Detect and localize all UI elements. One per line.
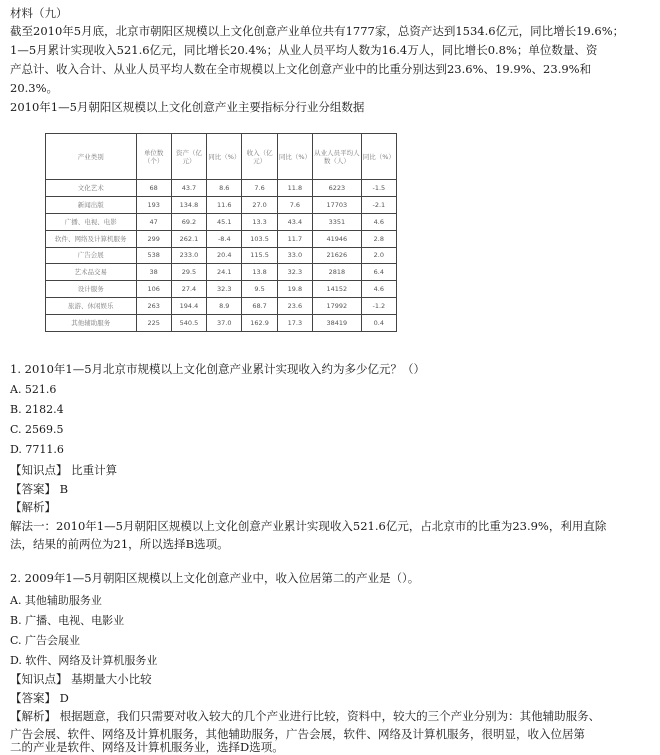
question-1-analysis-label: 【解析】	[10, 500, 56, 514]
table-cell: 艺术品交易	[46, 264, 137, 281]
table-cell: 新闻出版	[46, 196, 137, 213]
table-row	[46, 213, 397, 230]
table-cell: 38	[136, 264, 171, 281]
table-header-row	[46, 134, 397, 180]
table-cell: 68	[136, 180, 171, 197]
table-cell: 3351	[313, 213, 362, 230]
column-header: 单位数（个）	[136, 134, 171, 180]
column-header: 同比（%）	[277, 134, 312, 180]
table-cell: 17.3	[277, 315, 312, 332]
question-2-analysis-line: 二的产业是软件、网络及计算机服务业，选择D选项。	[10, 740, 284, 754]
table-row	[46, 281, 397, 298]
table-cell: 17992	[313, 298, 362, 315]
question-2-knowledge-point: 【知识点】 基期量大小比较	[10, 672, 152, 686]
table-cell: 262.1	[171, 230, 206, 247]
table-cell: -1.2	[361, 298, 396, 315]
question-1-analysis-line: 法，结果的前两位为21，所以选择B选项。	[10, 537, 229, 551]
question-2-stem: 2. 2009年1—5月朝阳区规模以上文化创意产业中，收入位居第二的产业是（）。	[10, 571, 420, 585]
table-cell: 32.3	[207, 281, 242, 298]
table-cell: 193	[136, 196, 171, 213]
table-cell: 103.5	[242, 230, 277, 247]
table-cell: 6.4	[361, 264, 396, 281]
table-row	[46, 298, 397, 315]
question-1-option-c[interactable]: C. 2569.5	[10, 423, 64, 436]
question-1-option-d[interactable]: D. 7711.6	[10, 443, 64, 456]
table-cell: 37.0	[207, 315, 242, 332]
data-table-image	[45, 133, 397, 332]
table-cell: 263	[136, 298, 171, 315]
table-row	[46, 196, 397, 213]
table-cell: 广告会展	[46, 247, 137, 264]
table-cell: 9.5	[242, 281, 277, 298]
question-1-option-b[interactable]: B. 2182.4	[10, 403, 64, 416]
table-cell: 19.8	[277, 281, 312, 298]
column-header: 收入（亿元）	[242, 134, 277, 180]
table-row	[46, 315, 397, 332]
table-cell: 194.4	[171, 298, 206, 315]
table-cell: -2.1	[361, 196, 396, 213]
table-cell: 538	[136, 247, 171, 264]
table-cell: 32.3	[277, 264, 312, 281]
table-cell: 33.0	[277, 247, 312, 264]
table-cell: -1.5	[361, 180, 396, 197]
material-paragraph-line: 截至2010年5月底，北京市朝阳区规模以上文化创意产业单位共有1777家，总资产达到1534.6亿元，同比增长19.6%；	[10, 24, 625, 38]
question-2-analysis-line: 广告会展、软件、网络及计算机服务，其他辅助服务，广告会展，软件、网络及计算机服务，很明显，收入位居第	[10, 727, 585, 741]
table-cell: 旅游、休闲娱乐	[46, 298, 137, 315]
table-cell: 41946	[313, 230, 362, 247]
table-cell: 24.1	[207, 264, 242, 281]
question-1-option-a[interactable]: A. 521.6	[10, 383, 57, 396]
table-row	[46, 230, 397, 247]
table-cell: 540.5	[171, 315, 206, 332]
table-cell: 106	[136, 281, 171, 298]
table-cell: 23.6	[277, 298, 312, 315]
question-2-option-d[interactable]: D. 软件、网络及计算机服务业	[10, 654, 158, 667]
column-header: 资产（亿元）	[171, 134, 206, 180]
table-cell: 134.8	[171, 196, 206, 213]
table-cell: 29.5	[171, 264, 206, 281]
table-cell: 软件、网络及计算机服务	[46, 230, 137, 247]
table-cell: 27.4	[171, 281, 206, 298]
material-paragraph-line: 1—5月累计实现收入521.6亿元，同比增长20.4%；从业人员平均人数为16.4万人，同比增长0.8%；单位数量、资	[10, 43, 598, 57]
table-cell: 38419	[313, 315, 362, 332]
table-cell: 233.0	[171, 247, 206, 264]
question-2-analysis-line: 【解析】 根据题意，我们只需要对收入较大的几个产业进行比较，资料中，较大的三个产业分别为：其他辅助服务、	[10, 709, 601, 723]
question-2-option-b[interactable]: B. 广播、电视、电影业	[10, 614, 125, 627]
table-cell: 11.8	[277, 180, 312, 197]
table-cell: 广播、电视、电影	[46, 213, 137, 230]
table-cell: 0.4	[361, 315, 396, 332]
table-cell: -8.4	[207, 230, 242, 247]
material-heading: 材料（九）	[10, 6, 68, 20]
question-2-option-a[interactable]: A. 其他辅助服务业	[10, 594, 102, 607]
question-1-stem: 1. 2010年1—5月北京市规模以上文化创意产业累计实现收入约为多少亿元？（）	[10, 362, 426, 376]
table-title: 2010年1—5月朝阳区规模以上文化创意产业主要指标分行业分组数据	[10, 100, 365, 114]
table-row	[46, 180, 397, 197]
table-cell: 43.4	[277, 213, 312, 230]
table-cell: 69.2	[171, 213, 206, 230]
table-cell: 13.3	[242, 213, 277, 230]
table-cell: 162.9	[242, 315, 277, 332]
table-cell: 6223	[313, 180, 362, 197]
table-cell: 47	[136, 213, 171, 230]
table-cell: 2.0	[361, 247, 396, 264]
table-cell: 11.7	[277, 230, 312, 247]
column-header: 产业类别	[46, 134, 137, 180]
table-cell: 8.6	[207, 180, 242, 197]
table-cell: 4.6	[361, 281, 396, 298]
table-cell: 20.4	[207, 247, 242, 264]
table-row	[46, 247, 397, 264]
table-cell: 27.0	[242, 196, 277, 213]
table-cell: 4.6	[361, 213, 396, 230]
table-cell: 7.6	[277, 196, 312, 213]
table-cell: 17703	[313, 196, 362, 213]
table-cell: 115.5	[242, 247, 277, 264]
table-cell: 其他辅助服务	[46, 315, 137, 332]
table-cell: 225	[136, 315, 171, 332]
question-2-answer: 【答案】 D	[10, 691, 69, 705]
question-1-answer: 【答案】 B	[10, 482, 69, 496]
question-2-option-c[interactable]: C. 广告会展业	[10, 634, 81, 647]
table-cell: 设计服务	[46, 281, 137, 298]
table-cell: 21626	[313, 247, 362, 264]
table-cell: 68.7	[242, 298, 277, 315]
column-header: 同比（%）	[207, 134, 242, 180]
table-cell: 299	[136, 230, 171, 247]
question-1-analysis-line: 解法一：2010年1—5月朝阳区规模以上文化创意产业累计实现收入521.6亿元，占北京市的比重为23.9%，利用直除	[10, 519, 607, 533]
table-cell: 7.6	[242, 180, 277, 197]
data-table	[45, 133, 397, 332]
table-row	[46, 264, 397, 281]
material-paragraph-line: 产总计、收入合计、从业人员平均人数在全市规模以上文化创意产业中的比重分别达到23.6%、19.9%、23.9%和	[10, 62, 592, 76]
column-header: 同比（%）	[361, 134, 396, 180]
material-paragraph-line: 20.3%。	[10, 81, 59, 95]
table-cell: 8.9	[207, 298, 242, 315]
table-cell: 11.6	[207, 196, 242, 213]
table-cell: 14152	[313, 281, 362, 298]
table-cell: 2.8	[361, 230, 396, 247]
column-header: 从业人员平均人数（人）	[313, 134, 362, 180]
table-cell: 文化艺术	[46, 180, 137, 197]
question-1-knowledge-point: 【知识点】 比重计算	[10, 463, 118, 477]
table-cell: 13.8	[242, 264, 277, 281]
table-cell: 45.1	[207, 213, 242, 230]
table-cell: 2818	[313, 264, 362, 281]
table-cell: 43.7	[171, 180, 206, 197]
